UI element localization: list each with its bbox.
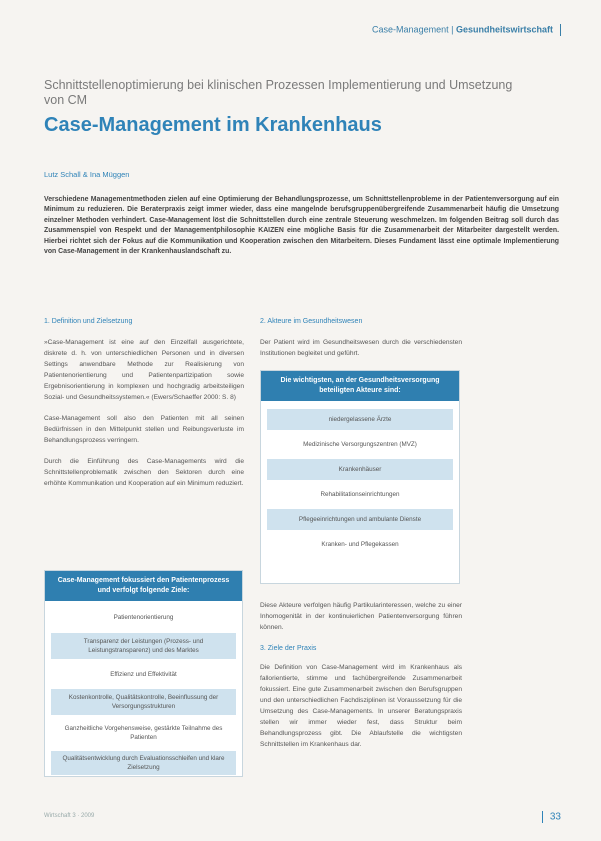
actors-item: Pflegeeinrichtungen und ambulante Dienste [267, 509, 453, 530]
goals-item: Effizienz und Effektivität [110, 670, 177, 678]
actors-item: Kranken- und Pflegekassen [321, 541, 399, 548]
running-header [372, 24, 561, 36]
article-kicker: Schnittstellenoptimierung bei klinischen Prozessen Implementierung und Umsetzung von CM [44, 78, 513, 107]
right-section-heading-2: 3. Ziele der Praxis [260, 645, 317, 652]
actors-infobox [260, 370, 460, 584]
actors-infobox-heading: Die wichtigsten, an der Gesundheitsversorgung beteiligten Akteure sind: [261, 371, 459, 401]
right-paragraph-after-box: Diese Akteure verfolgen häufig Partikularinteressen, welche zu einer Inhomogenität in der kontinuierlichen Patientenversorgung führen können. [260, 602, 462, 631]
article-lead: Verschiedene Managementmethoden zielen auf eine Optimierung der Behandlungsprozesse, um Schnittstellenprobleme in der Patientenversorgung auf ein Minimum zu reduzieren. Die Beraterpraxis zeigt immer wieder, dass eine mangelnde berufsgruppenübergreifende Zusammenarbeit häufig die Umsetzung einzelner Methoden verhindert. Case-Management löst die Schnittstellen durch eine zentrale Steuerung weschmelzen. Im folgenden Beitrag soll durch das Zusammenspiel von Respekt und der Managementphilosophie KAIZEN eine mögliche Basis für die Zusammenarbeit der Mitarbeiter dargestellt werden. Hierbei richtet sich der Fokus auf die Kommunikation und Kooperation zwischen den Mitarbeitern. Dieses Fundament lässt eine optimale Implementierung von Case-Management in der Krankenhauslandschaft zu. [44, 196, 559, 256]
article-author: Lutz Schall & Ina Müggen [44, 170, 130, 179]
left-paragraph-1: »Case-Management ist eine auf den Einzelfall ausgerichtete, diskrete d. h. von unterschiedlichen Personen und in diversen Settings anwendbare Methode zur Realisierung von Patientenorientierung und Patientenpartizipation sowie Ergebnisorientierung in komplexen und hochgradig arbeitsteiligen Sozial- und Gesundheitssystemen.« (Ewers/Schaeffer 2000: S. 8) [44, 339, 244, 401]
header-separator: | [451, 24, 456, 35]
page-number-value: 33 [549, 811, 561, 823]
goals-item: Ganzheitliche Vorgehensweise, gestärkte Teilnahme des Patienten [64, 725, 223, 741]
goals-item: Transparenz der Leistungen (Prozess- und Leistungstransparenz) und des Marktes [51, 633, 236, 659]
left-paragraph-3: Durch die Einführung des Case-Managements wird die Schnittstellenproblematik zwischen den Sektoren durch eine erhöhte Kommunikation und Kooperation auf ein Minimum reduziert. [44, 458, 244, 487]
left-column [44, 318, 244, 489]
right-paragraph-2: Die Definition von Case-Management wird im Krankenhaus als fallorientierte, stimme und fachübergreifende Zusammenarbeit fokussiert. Eine gute Zusammenarbeit zwischen den Berufsgruppen und den unterschiedlichen Fachdisziplinen ist Voraussetzung für die Umsetzung des Case-Managements. In unserer Beratungspraxis stellen wir immer wieder fest, dass Struktur beim Behandlungsprozess gibt. Die Ablaufstelle die wichtigsten Schnittstellen im Krankenhaus dar. [260, 664, 462, 748]
article-title: Case-Management im Krankenhaus [44, 114, 382, 136]
right-column [260, 318, 462, 359]
actors-item: Rehabilitationseinrichtungen [320, 491, 400, 498]
goals-item: Kostenkontrolle, Qualitätskontrolle, Beeinflussung der Versorgungsstrukturen [51, 689, 236, 715]
page-number [542, 811, 561, 823]
actors-item: Medizinische Versorgungszentren (MVZ) [303, 441, 417, 448]
goals-item: Patientenorientierung [113, 613, 174, 621]
goals-item: Qualitätsentwicklung durch Evaluationsschleifen und klare Zielsetzung [51, 751, 236, 775]
right-intro-paragraph: Der Patient wird im Gesundheitswesen durch die verschiedensten Institutionen begleitet und geführt. [260, 339, 462, 357]
page-number-bar-icon [542, 811, 544, 823]
header-bar-icon [560, 24, 562, 36]
left-paragraph-2: Case-Management soll also den Patienten mit all seinen Bedürfnissen in den Mittelpunkt stellen und Reibungsverluste im Behandlungsprozess verringern. [44, 415, 244, 444]
right-section-heading: 2. Akteure im Gesundheitswesen [260, 318, 363, 325]
footer-issue: Wirtschaft 3 · 2009 [44, 813, 95, 819]
header-category: Gesundheitswirtschaft [455, 24, 553, 35]
left-section-heading: 1. Definition und Zielsetzung [44, 318, 133, 325]
goals-infobox-heading: Case-Management fokussiert den Patientenprozess und verfolgt folgende Ziele: [45, 571, 242, 601]
actors-item: Krankenhäuser [267, 459, 453, 480]
goals-infobox [44, 570, 243, 777]
header-section: Case-Management [372, 24, 449, 35]
actors-item: niedergelassene Ärzte [267, 409, 453, 430]
right-lower-column [260, 600, 462, 750]
